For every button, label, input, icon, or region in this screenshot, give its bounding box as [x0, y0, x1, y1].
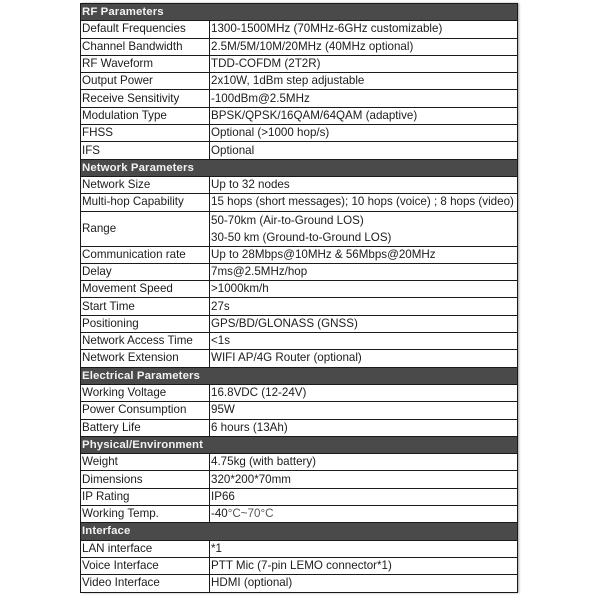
param-value: *1	[210, 540, 518, 557]
param-label: Video Interface	[81, 575, 210, 592]
param-value: 95W	[210, 402, 518, 419]
table-row	[81, 350, 518, 367]
table-row	[81, 142, 518, 159]
table-row	[81, 333, 518, 350]
table-row	[81, 55, 518, 72]
param-value	[210, 506, 518, 523]
table-row	[81, 281, 518, 298]
temp-range-tail: °C~70°C	[227, 507, 274, 521]
param-label: Movement Speed	[81, 281, 210, 298]
param-value: GPS/BD/GLONASS (GNSS)	[210, 315, 518, 332]
table-row	[81, 506, 518, 523]
param-label: Working Temp.	[81, 506, 210, 523]
section-header-interface	[81, 523, 518, 540]
table-row	[81, 471, 518, 488]
param-value: BPSK/QPSK/16QAM/64QAM (adaptive)	[210, 107, 518, 124]
table-row	[81, 298, 518, 315]
param-value: Up to 28Mbps@10MHz & 56Mbps@20MHz	[210, 246, 518, 263]
table-row	[81, 488, 518, 505]
param-value: TDD-COFDM (2T2R)	[210, 55, 518, 72]
table-row	[81, 107, 518, 124]
param-label: Working Voltage	[81, 384, 210, 401]
param-label: Network Extension	[81, 350, 210, 367]
param-label: RF Waveform	[81, 55, 210, 72]
param-value: 2x10W, 1dBm step adjustable	[210, 73, 518, 90]
table-row	[81, 246, 518, 263]
range-ground-to-ground: 30-50 km (Ground-to-Ground LOS)	[211, 230, 392, 244]
param-label: Delay	[81, 263, 210, 280]
param-label: Start Time	[81, 298, 210, 315]
param-value: WIFI AP/4G Router (optional)	[210, 350, 518, 367]
table-row	[81, 38, 518, 55]
table-row	[81, 263, 518, 280]
param-label: IP Rating	[81, 488, 210, 505]
param-value: Optional (>1000 hop/s)	[210, 125, 518, 142]
param-label: Channel Bandwidth	[81, 38, 210, 55]
table-row	[81, 575, 518, 592]
table-row	[81, 419, 518, 436]
param-value: Optional	[210, 142, 518, 159]
section-title: Interface	[81, 523, 518, 540]
table-row	[81, 125, 518, 142]
param-label: Network Access Time	[81, 333, 210, 350]
range-air-to-ground: 50-70km (Air-to-Ground LOS)	[211, 213, 364, 227]
param-label: Network Size	[81, 176, 210, 193]
param-value: 27s	[210, 298, 518, 315]
param-value: 15 hops (short messages); 10 hops (voice) ; 8 hops (video)	[210, 194, 518, 211]
param-label: LAN interface	[81, 540, 210, 557]
param-label: Output Power	[81, 73, 210, 90]
section-title: Electrical Parameters	[81, 367, 518, 384]
table-row	[81, 540, 518, 557]
param-value: HDMI (optional)	[210, 575, 518, 592]
temp-min: -40	[211, 507, 228, 521]
param-label: FHSS	[81, 125, 210, 142]
param-label: Voice Interface	[81, 557, 210, 574]
section-title: Network Parameters	[81, 159, 518, 176]
spec-table-container	[80, 3, 517, 593]
param-value: Up to 32 nodes	[210, 176, 518, 193]
param-value: PTT Mic (7-pin LEMO connector*1)	[210, 557, 518, 574]
table-row	[81, 454, 518, 471]
param-label: Modulation Type	[81, 107, 210, 124]
param-value: 320*200*70mm	[210, 471, 518, 488]
spec-table	[80, 3, 518, 593]
section-title: Physical/Environment	[81, 436, 518, 453]
param-label: Default Frequencies	[81, 21, 210, 38]
param-value: 7ms@2.5MHz/hop	[210, 263, 518, 280]
param-value: >1000km/h	[210, 281, 518, 298]
section-header-electrical	[81, 367, 518, 384]
param-label: Power Consumption	[81, 402, 210, 419]
section-title: RF Parameters	[81, 4, 518, 21]
section-header-rf	[81, 4, 518, 21]
param-value: IP66	[210, 488, 518, 505]
param-value: 4.75kg (with battery)	[210, 454, 518, 471]
table-row	[81, 176, 518, 193]
param-label: Positioning	[81, 315, 210, 332]
param-value: 1300-1500MHz (70MHz-6GHz customizable)	[210, 21, 518, 38]
table-row	[81, 90, 518, 107]
param-label: IFS	[81, 142, 210, 159]
param-label: Communication rate	[81, 246, 210, 263]
table-row	[81, 402, 518, 419]
table-row	[81, 73, 518, 90]
table-row	[81, 194, 518, 211]
section-header-physical	[81, 436, 518, 453]
table-row	[81, 21, 518, 38]
param-value	[210, 211, 518, 246]
param-value: -100dBm@2.5MHz	[210, 90, 518, 107]
table-row	[81, 315, 518, 332]
section-header-network	[81, 159, 518, 176]
param-label: Multi-hop Capability	[81, 194, 210, 211]
param-label: Weight	[81, 454, 210, 471]
param-label: Range	[81, 211, 210, 246]
param-label: Battery Life	[81, 419, 210, 436]
table-row	[81, 557, 518, 574]
table-row	[81, 384, 518, 401]
param-value: 2.5M/5M/10M/20MHz (40MHz optional)	[210, 38, 518, 55]
param-value: <1s	[210, 333, 518, 350]
param-label: Dimensions	[81, 471, 210, 488]
table-row	[81, 211, 518, 246]
param-label: Receive Sensitivity	[81, 90, 210, 107]
param-value: 6 hours (13Ah)	[210, 419, 518, 436]
param-value: 16.8VDC (12-24V)	[210, 384, 518, 401]
